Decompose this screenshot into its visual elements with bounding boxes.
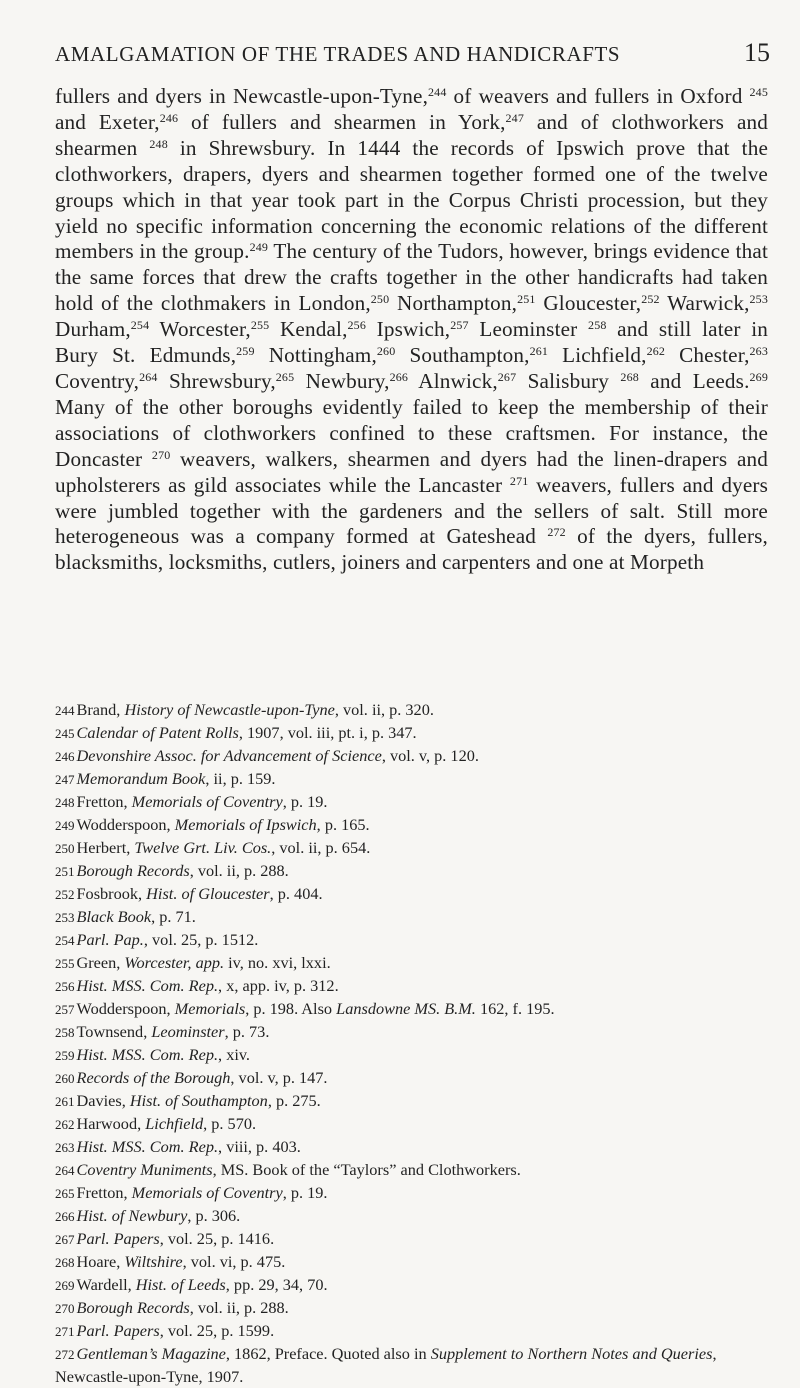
footnote xyxy=(55,699,770,722)
footnote-number: 253 xyxy=(55,910,75,925)
footnote xyxy=(55,1113,770,1136)
footnote xyxy=(55,1044,770,1067)
footnote-number: 266 xyxy=(55,1209,75,1224)
footnote-ref: 267 xyxy=(497,369,517,384)
body-text-run: Kendal, xyxy=(269,317,348,342)
footnote-text: , p. 71. xyxy=(151,907,196,926)
footnote-title: Supplement to Northern Notes and Queries xyxy=(430,1344,713,1363)
footnote-text: Brand, xyxy=(76,700,125,719)
body-text-run: Salisbury xyxy=(516,368,621,393)
footnote-ref: 271 xyxy=(509,473,529,488)
body-text-run: and of clothworkers and shearmen xyxy=(55,109,768,160)
footnote-number: 246 xyxy=(55,749,75,764)
body-text-run: Newbury, xyxy=(294,368,390,393)
footnote-text: Fretton, xyxy=(76,792,132,811)
footnote-ref: 272 xyxy=(547,525,566,540)
footnote-title: Hist. of Newbury xyxy=(76,1206,188,1225)
footnote-number: 255 xyxy=(55,956,75,971)
footnote xyxy=(55,768,770,791)
footnote xyxy=(55,998,770,1021)
body-text-run: Shrewsbury, xyxy=(157,368,276,393)
footnote-title: Borough Records xyxy=(76,1298,190,1317)
footnote-text: , p. 306. xyxy=(187,1206,241,1225)
footnote-text: , p. 73. xyxy=(224,1022,270,1041)
footnote-text: , p. 165. xyxy=(316,815,370,834)
footnote-text: Wodderspoon, xyxy=(76,999,175,1018)
body-text-run: The century of the Tudors, however, brings evidence that the same forces that drew the crafts together in the other handicrafts had taken hold of the clothmakers in London, xyxy=(55,239,768,316)
footnote xyxy=(55,1274,770,1297)
footnote-number: 271 xyxy=(55,1324,75,1339)
footnote-number: 248 xyxy=(55,795,75,810)
footnote-title: Memorials xyxy=(174,999,246,1018)
footnote xyxy=(55,860,770,883)
footnote xyxy=(55,883,770,906)
footnote-ref: 252 xyxy=(641,292,660,307)
footnote-ref: 256 xyxy=(347,318,366,333)
footnote-text: Fretton, xyxy=(76,1183,132,1202)
footnote-text: , x, app. iv, p. 312. xyxy=(218,976,339,995)
body-text-run: in Shrewsbury. In 1444 the records of Ipswich prove that the clothworkers, drapers, dyers and shearmen together formed one of the twelve groups which in that year took part in the Corpus Christi procession, but they yield no specific information concerning the economic relations of the different members in the group. xyxy=(55,135,769,264)
footnote-text: , pp. 29, 34, 70. xyxy=(225,1275,328,1294)
footnote-text: , p. 198. Also xyxy=(245,999,337,1018)
footnote-title: Calendar of Patent Rolls xyxy=(76,723,239,742)
footnote-number: 258 xyxy=(55,1025,75,1040)
footnote-text: , vol. v, p. 147. xyxy=(230,1068,328,1087)
body-text-run: Coventry, xyxy=(55,368,140,393)
footnote-ref: 268 xyxy=(620,369,639,384)
footnote-number: 261 xyxy=(55,1094,75,1109)
footnote-title: Gentleman’s Magazine xyxy=(76,1344,226,1363)
body-text-run: and still later in Bury St. Edmunds, xyxy=(55,317,768,368)
footnote-title: History of Newcastle-upon-Tyne xyxy=(124,700,335,719)
footnote-text: Harwood, xyxy=(76,1114,146,1133)
footnote-text: , 1862, Preface. Quoted also in xyxy=(225,1344,431,1363)
footnote-ref: 253 xyxy=(749,292,768,307)
body-text-run: Lichfield, xyxy=(548,343,647,368)
footnote-ref: 260 xyxy=(376,344,396,359)
footnote-title: Hist. MSS. Com. Rep. xyxy=(76,976,219,995)
body-text-run: Many of the other boroughs evidently failed to keep the membership of their associations of clothworkers confined to these craftsmen. For instance, the Doncaster xyxy=(55,394,768,471)
body-text-run: Leominster xyxy=(468,317,589,342)
body-text-run: and Leeds. xyxy=(638,368,750,393)
footnote-number: 264 xyxy=(55,1163,75,1178)
footnote xyxy=(55,791,770,814)
footnote-title: Memorials of Ipswich xyxy=(174,815,317,834)
footnote-text: Green, xyxy=(76,953,125,972)
body-text-run: Worcester, xyxy=(149,317,251,342)
footnote xyxy=(55,1159,770,1182)
footnote-number: 247 xyxy=(55,772,75,787)
page-header xyxy=(55,38,770,68)
body-text-run: of weavers and fullers in Oxford xyxy=(446,84,750,108)
footnote-title: Hist. MSS. Com. Rep. xyxy=(76,1137,219,1156)
body-text-run: Northampton, xyxy=(389,291,518,316)
footnote-title: Memorials of Coventry xyxy=(131,1183,283,1202)
footnote-title: Hist. MSS. Com. Rep. xyxy=(76,1045,219,1064)
footnote-ref: 245 xyxy=(749,85,768,99)
footnote-text: , p. 404. xyxy=(269,884,323,903)
footnote-number: 270 xyxy=(55,1301,75,1316)
footnote-text: , vol. ii, p. 654. xyxy=(271,838,371,857)
running-head: AMALGAMATION OF THE TRADES AND HANDICRAFTS xyxy=(55,42,621,66)
footnote-text: , vol. vi, p. 475. xyxy=(182,1252,286,1271)
footnote-number: 245 xyxy=(55,726,75,741)
footnote xyxy=(55,1205,770,1228)
footnote-number: 257 xyxy=(55,1002,75,1017)
footnote xyxy=(55,745,770,768)
footnote-title: Records of the Borough xyxy=(76,1068,231,1087)
footnote-number: 244 xyxy=(55,703,75,718)
footnote-text: , vol. ii, p. 288. xyxy=(189,1298,289,1317)
body-text-run: Alnwick, xyxy=(408,368,498,393)
body-text-run: Warwick, xyxy=(659,291,750,316)
footnote-text: , vol. 25, p. 1416. xyxy=(159,1229,275,1248)
footnote-text: , vol. v, p. 120. xyxy=(381,746,479,765)
footnote-title: Parl. Papers xyxy=(76,1321,160,1340)
footnote-title: Black Book xyxy=(76,907,152,926)
footnote-ref: 269 xyxy=(749,369,768,384)
footnote-text: , vol. 25, p. 1599. xyxy=(159,1321,275,1340)
footnote-text: , 1907, vol. iii, pt. i, p. 347. xyxy=(238,723,417,742)
footnote-ref: 249 xyxy=(249,240,269,255)
footnote-text: Wodderspoon, xyxy=(76,815,175,834)
body-text-run: of the dyers, fullers, blacksmiths, locksmiths, cutlers, joiners and carpenters and one at Morpeth xyxy=(55,524,768,575)
footnote-title: Memorials of Coventry xyxy=(131,792,283,811)
footnote-title: Parl. Papers xyxy=(76,1229,160,1248)
footnote-title: Lansdowne MS. B.M. xyxy=(336,999,476,1018)
footnote-number: 249 xyxy=(55,818,75,833)
footnote-text: Fosbrook, xyxy=(76,884,147,903)
footnote-title: Hist. of Leeds xyxy=(135,1275,226,1294)
footnote-number: 268 xyxy=(55,1255,75,1270)
body-text-run: Ipswich, xyxy=(365,317,451,342)
footnote-text: , xiv. xyxy=(218,1045,251,1064)
footnote-title: Leominster xyxy=(151,1022,225,1041)
footnote-ref: 248 xyxy=(149,136,168,151)
footnote-number: 252 xyxy=(55,887,75,902)
footnote-ref: 263 xyxy=(749,344,768,359)
footnote-text: , p. 570. xyxy=(203,1114,257,1133)
footnote-text: , Newcastle-upon-Tyne, 1907. xyxy=(55,1344,717,1386)
body-text-run: weavers, fullers and dyers were jumbled together with the gardeners and the sellers of salt. Still more heterogeneous was a company formed at Gateshead xyxy=(55,472,768,549)
body-text-run: of fullers and shearmen in York, xyxy=(178,109,506,134)
footnote-ref: 244 xyxy=(428,85,447,99)
footnote xyxy=(55,1182,770,1205)
body-text-run: Gloucester, xyxy=(535,291,642,316)
footnote-number: 265 xyxy=(55,1186,75,1201)
footnote-number: 259 xyxy=(55,1048,75,1063)
footnote-number: 260 xyxy=(55,1071,75,1086)
footnote-text: Herbert, xyxy=(76,838,135,857)
footnote-text: Hoare, xyxy=(76,1252,125,1271)
footnote-title: Twelve Grt. Liv. Cos. xyxy=(134,838,272,857)
footnote-ref: 270 xyxy=(151,447,171,462)
body-text-run: Durham, xyxy=(55,317,131,342)
footnote-text: Wardell, xyxy=(76,1275,136,1294)
footnote-number: 256 xyxy=(55,979,75,994)
footnote-title: Devonshire Assoc. for Advancement of Science xyxy=(76,746,382,765)
footnote xyxy=(55,952,770,975)
footnote-ref: 258 xyxy=(588,318,607,333)
footnote-ref: 247 xyxy=(505,110,524,125)
footnote-text: iv, no. xvi, lxxi. xyxy=(224,953,331,972)
footnote-ref: 251 xyxy=(517,292,536,307)
footnote xyxy=(55,814,770,837)
footnote-number: 263 xyxy=(55,1140,75,1155)
footnote-title: Wiltshire xyxy=(124,1252,183,1271)
footnote-text: , p. 19. xyxy=(282,792,328,811)
footnote-title: Memorandum Book xyxy=(76,769,206,788)
footnote-text: Townsend, xyxy=(76,1022,152,1041)
body-text-run: Nottingham, xyxy=(254,343,377,368)
footnote xyxy=(55,1136,770,1159)
body-text-run: Southampton, xyxy=(395,343,530,368)
footnote-number: 254 xyxy=(55,933,75,948)
footnote-title: Worcester, app. xyxy=(124,953,225,972)
footnote-ref: 262 xyxy=(646,344,666,359)
footnote xyxy=(55,1067,770,1090)
footnote xyxy=(55,1343,770,1388)
body-text-run: Chester, xyxy=(665,343,750,368)
footnote-number: 267 xyxy=(55,1232,75,1247)
page-number: 15 xyxy=(744,38,770,67)
footnote-number: 250 xyxy=(55,841,75,856)
footnote-ref: 265 xyxy=(275,369,295,384)
footnote-ref: 246 xyxy=(159,110,179,125)
footnote-ref: 257 xyxy=(450,318,469,333)
footnote xyxy=(55,1297,770,1320)
footnote-ref: 266 xyxy=(389,369,409,384)
footnote-title: Hist. of Southampton xyxy=(129,1091,268,1110)
footnote xyxy=(55,1228,770,1251)
footnote xyxy=(55,975,770,998)
footnote-title: Lichfield xyxy=(145,1114,204,1133)
footnote-ref: 259 xyxy=(236,344,255,359)
footnote xyxy=(55,1251,770,1274)
footnote-text: , ii, p. 159. xyxy=(205,769,276,788)
body-text-run: and Exeter, xyxy=(55,109,160,134)
footnote-text: , p. 19. xyxy=(282,1183,328,1202)
footnote-text: Davies, xyxy=(76,1091,130,1110)
footnote-title: Coventry Muniments xyxy=(76,1160,213,1179)
footnote xyxy=(55,722,770,745)
footnote-ref: 264 xyxy=(139,369,158,384)
footnotes xyxy=(55,699,770,1388)
footnote-ref: 254 xyxy=(130,318,150,333)
footnote-text: , viii, p. 403. xyxy=(218,1137,301,1156)
footnote-number: 251 xyxy=(55,864,75,879)
footnote-text: , vol. ii, p. 320. xyxy=(334,700,434,719)
footnote xyxy=(55,1090,770,1113)
footnote-text: , vol. 25, p. 1512. xyxy=(143,930,259,949)
footnote-title: Borough Records xyxy=(76,861,190,880)
body-text-run: fullers and dyers in Newcastle-upon-Tyne, xyxy=(55,84,429,108)
footnote xyxy=(55,906,770,929)
footnote-text: , MS. Book of the “Taylors” and Clothworkers. xyxy=(212,1160,521,1179)
footnote xyxy=(55,1320,770,1343)
footnote-text: 162, f. 195. xyxy=(475,999,555,1018)
footnote-ref: 255 xyxy=(250,318,270,333)
body-paragraph xyxy=(55,84,768,576)
body-text-run: weavers, walkers, shearmen and dyers had the linen-drapers and upholsterers as gild associates while the Lancaster xyxy=(55,446,768,497)
footnote-number: 272 xyxy=(55,1347,75,1362)
footnote-number: 262 xyxy=(55,1117,75,1132)
footnote xyxy=(55,1021,770,1044)
footnote-title: Hist. of Gloucester xyxy=(146,884,270,903)
footnote-title: Parl. Pap. xyxy=(76,930,144,949)
footnote-ref: 250 xyxy=(370,292,390,307)
footnote-text: , p. 275. xyxy=(267,1091,321,1110)
footnote-ref: 261 xyxy=(529,344,549,359)
footnote xyxy=(55,837,770,860)
footnote xyxy=(55,929,770,952)
footnote-text: , vol. ii, p. 288. xyxy=(189,861,289,880)
footnote-number: 269 xyxy=(55,1278,75,1293)
